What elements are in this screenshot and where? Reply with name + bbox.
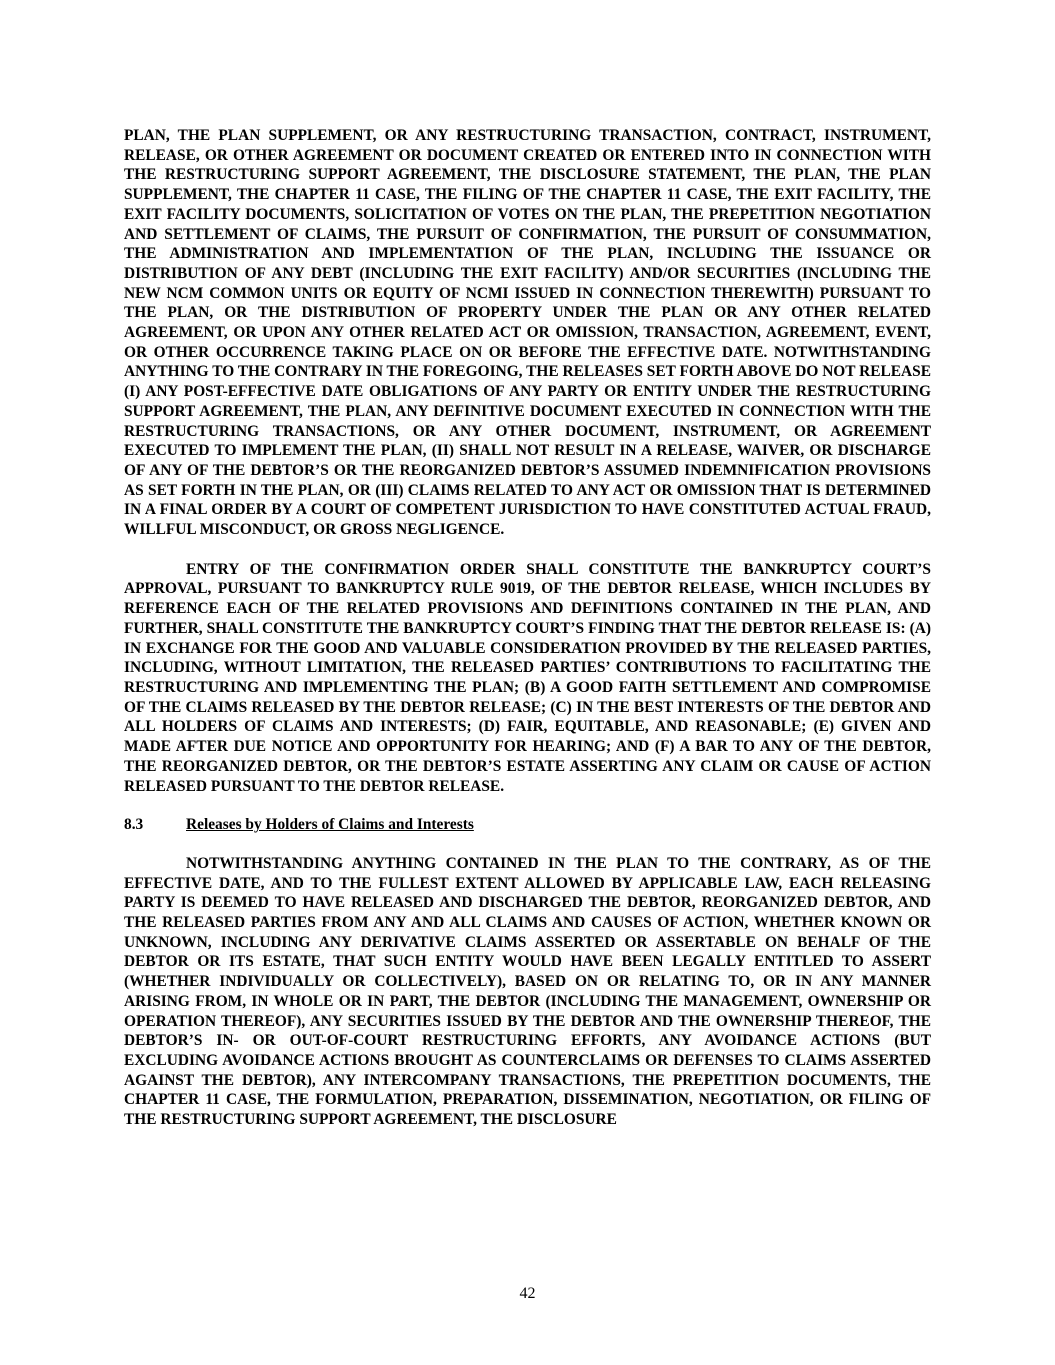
paragraph-confirmation-order: ENTRY OF THE CONFIRMATION ORDER SHALL CONSTITUTE THE BANKRUPTCY COURT’S APPROVAL, PURSUANT TO BANKRUPTCY RULE 9019, OF THE DEBTOR RELEASE, WHICH INCLUDES BY REFERENCE EACH OF THE RELATED PROVISIONS AND DEFINITIONS CONTAINED IN THE PLAN, AND FURTHER, SHALL CONSTITUTE THE BANKRUPTCY COURT’S FINDING THAT THE DEBTOR RELEASE IS: (A) IN EXCHANGE FOR THE GOOD AND VALUABLE CONSIDERATION PROVIDED BY THE RELEASED PARTIES, INCLUDING, WITHOUT LIMITATION, THE RELEASED PARTIES’ CONTRIBUTIONS TO FACILITATING THE RESTRUCTURING AND IMPLEMENTING THE PLAN; (B) A GOOD FAITH SETTLEMENT AND COMPROMISE OF THE CLAIMS RELEASED BY THE DEBTOR RELEASE; (C) IN THE BEST INTERESTS OF THE DEBTOR AND ALL HOLDERS OF CLAIMS AND INTERESTS; (D) FAIR, EQUITABLE, AND REASONABLE; (E) GIVEN AND MADE AFTER DUE NOTICE AND OPPORTUNITY FOR HEARING; AND (F) A BAR TO ANY OF THE DEBTOR, THE REORGANIZED DEBTOR, OR THE DEBTOR’S ESTATE ASSERTING ANY CLAIM OR CAUSE OF ACTION RELEASED PURSUANT TO THE DEBTOR RELEASE.	[124, 560, 931, 795]
section-title: Releases by Holders of Claims and Interests	[186, 816, 474, 834]
document-body	[124, 126, 931, 1130]
section-heading	[124, 815, 931, 835]
page-number: 42	[519, 1285, 536, 1302]
section-number: 8.3	[124, 816, 144, 834]
paragraph-release-continuation: PLAN, THE PLAN SUPPLEMENT, OR ANY RESTRUCTURING TRANSACTION, CONTRACT, INSTRUMENT, RELEASE, OR OTHER AGREEMENT OR DOCUMENT CREATED OR ENTERED INTO IN CONNECTION WITH THE RESTRUCTURING SUPPORT AGREEMENT, THE DISCLOSURE STATEMENT, THE PLAN, THE PLAN SUPPLEMENT, THE CHAPTER 11 CASE, THE FILING OF THE CHAPTER 11 CASE, THE EXIT FACILITY, THE EXIT FACILITY DOCUMENTS, SOLICITATION OF VOTES ON THE PLAN, THE PREPETITION NEGOTIATION AND SETTLEMENT OF CLAIMS, THE PURSUIT OF CONFIRMATION, THE PURSUIT OF CONSUMMATION, THE ADMINISTRATION AND IMPLEMENTATION OF THE PLAN, INCLUDING THE ISSUANCE OR DISTRIBUTION OF ANY DEBT (INCLUDING THE EXIT FACILITY) AND/OR SECURITIES (INCLUDING THE NEW NCM COMMON UNITS OR EQUITY OF NCMI ISSUED IN CONNECTION THEREWITH) PURSUANT TO THE PLAN, OR THE DISTRIBUTION OF PROPERTY UNDER THE PLAN OR ANY OTHER RELATED AGREEMENT, OR UPON ANY OTHER RELATED ACT OR OMISSION, TRANSACTION, AGREEMENT, EVENT, OR OTHER OCCURRENCE TAKING PLACE ON OR BEFORE THE EFFECTIVE DATE. NOTWITHSTANDING ANYTHING TO THE CONTRARY IN THE FOREGOING, THE RELEASES SET FORTH ABOVE DO NOT RELEASE (I) ANY POST-EFFECTIVE DATE OBLIGATIONS OF ANY PARTY OR ENTITY UNDER THE RESTRUCTURING SUPPORT AGREEMENT, THE PLAN, ANY DEFINITIVE DOCUMENT EXECUTED IN CONNECTION WITH THE RESTRUCTURING TRANSACTIONS, OR ANY OTHER DOCUMENT, INSTRUMENT, OR AGREEMENT EXECUTED TO IMPLEMENT THE PLAN, (II) SHALL NOT RESULT IN A RELEASE, WAIVER, OR DISCHARGE OF ANY OF THE DEBTOR’S OR THE REORGANIZED DEBTOR’S ASSUMED INDEMNIFICATION PROVISIONS AS SET FORTH IN THE PLAN, OR (III) CLAIMS RELATED TO ANY ACT OR OMISSION THAT IS DETERMINED IN A FINAL ORDER BY A COURT OF COMPETENT JURISDICTION TO HAVE CONSTITUTED ACTUAL FRAUD, WILLFUL MISCONDUCT, OR GROSS NEGLIGENCE.	[124, 127, 931, 539]
paragraph-holder-releases: NOTWITHSTANDING ANYTHING CONTAINED IN THE PLAN TO THE CONTRARY, AS OF THE EFFECTIVE DATE, AND TO THE FULLEST EXTENT ALLOWED BY APPLICABLE LAW, EACH RELEASING PARTY IS DEEMED TO HAVE RELEASED AND DISCHARGED THE DEBTOR, REORGANIZED DEBTOR, AND THE RELEASED PARTIES FROM ANY AND ALL CLAIMS AND CAUSES OF ACTION, WHETHER KNOWN OR UNKNOWN, INCLUDING ANY DERIVATIVE CLAIMS ASSERTED OR ASSERTABLE ON BEHALF OF THE DEBTOR OR ITS ESTATE, THAT SUCH ENTITY WOULD HAVE BEEN LEGALLY ENTITLED TO ASSERT (WHETHER INDIVIDUALLY OR COLLECTIVELY), BASED ON OR RELATING TO, OR IN ANY MANNER ARISING FROM, IN WHOLE OR IN PART, THE DEBTOR (INCLUDING THE MANAGEMENT, OWNERSHIP OR OPERATION THEREOF), ANY SECURITIES ISSUED BY THE DEBTOR AND THE OWNERSHIP THEREOF, THE DEBTOR’S IN- OR OUT-OF-COURT RESTRUCTURING EFFORTS, ANY AVOIDANCE ACTIONS (BUT EXCLUDING AVOIDANCE ACTIONS BROUGHT AS COUNTERCLAIMS OR DEFENSES TO CLAIMS ASSERTED AGAINST THE DEBTOR), ANY INTERCOMPANY TRANSACTIONS, THE PREPETITION DOCUMENTS, THE CHAPTER 11 CASE, THE FORMULATION, PREPARATION, DISSEMINATION, NEGOTIATION, OR FILING OF THE RESTRUCTURING SUPPORT AGREEMENT, THE DISCLOSURE	[124, 854, 931, 1129]
